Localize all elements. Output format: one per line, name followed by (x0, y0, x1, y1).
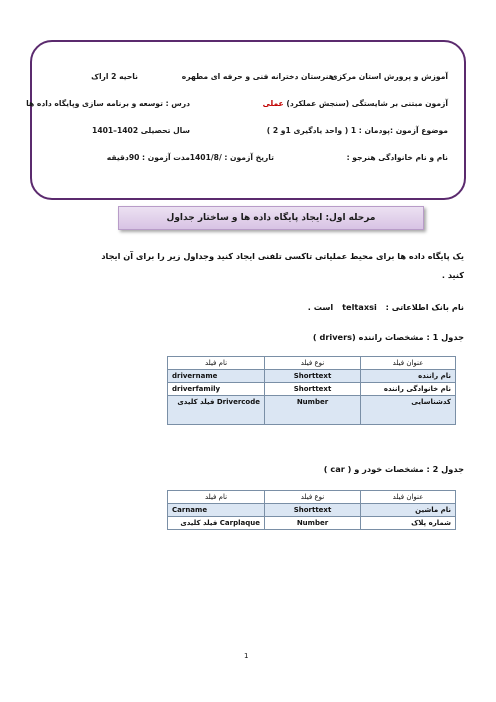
header-exam-type-text: آزمون مبتنی بر شایستگی (سنجش عملکرد) (286, 99, 448, 108)
database-name-value: teltaxsi (342, 302, 377, 312)
table-row (168, 504, 456, 517)
table-row (168, 370, 456, 383)
field-name-cell: Carplaque فیلد کلیدی (168, 517, 265, 530)
car-table (167, 490, 456, 530)
table1-caption: جدول 1 : مشخصات راننده (drivers ) (312, 332, 464, 342)
column-header-field-name: نام فیلد (168, 491, 265, 504)
header-exam-type (263, 99, 448, 108)
table-row (168, 383, 456, 396)
header-topic: موضوع آزمون :پودمان : 1 ( واحد یادگیری 1و 2 ) (266, 126, 448, 135)
field-type-cell: Number (265, 517, 361, 530)
field-title-cell: کدشناسایی (361, 396, 456, 425)
table2-caption: جدول 2 : مشخصات خودر و ( car ) (323, 464, 464, 474)
table-row (168, 517, 456, 530)
table-row (168, 396, 456, 425)
header-student-name: نام و نام خانوادگی هنرجو : (346, 153, 448, 162)
drivers-table (167, 356, 456, 425)
database-name-suffix: است . (307, 302, 334, 312)
field-name-cell: driverfamily (168, 383, 265, 396)
field-title-cell: نام راننده (361, 370, 456, 383)
intro-line-2: کنید . (441, 270, 464, 280)
header-duration: مدت آزمون : 90دقیقه (106, 153, 190, 162)
intro-line-1: یک پایگاه داده ها برای محیط عملیاتی تاکسی تلفنی ایجاد کنید وجداول زیر را برای آن ایجاد (101, 251, 464, 261)
field-title-cell: شماره پلاک (361, 517, 456, 530)
field-type-cell: Number (265, 396, 361, 425)
column-header-field-title: عنوان فیلد (361, 357, 456, 370)
field-type-cell: Shorttext (265, 383, 361, 396)
header-exam-date: تاریخ آزمون : /1401/8 (189, 153, 274, 162)
database-name-line (308, 302, 464, 312)
column-header-field-type: نوع فیلد (265, 357, 361, 370)
header-course: درس : توسعه و برنامه سازی وپایگاه داده ها (26, 99, 190, 108)
section-banner: مرحله اول: ایجاد پایگاه داده ها و ساختار جداول (118, 206, 424, 230)
header-school: هنرستان دخترانه فنی و حرفه ای مطهره (181, 72, 334, 81)
column-header-field-name: نام فیلد (168, 357, 265, 370)
page-number: 1 (244, 652, 249, 660)
field-title-cell: نام ماشین (361, 504, 456, 517)
database-name-label: نام بانک اطلاعاتی : (385, 302, 464, 312)
field-name-cell: Drivercode فیلد کلیدی (168, 396, 265, 425)
drivers-table-header-row (168, 357, 456, 370)
car-table-header-row (168, 491, 456, 504)
field-type-cell: Shorttext (265, 504, 361, 517)
header-org: آموزش و پرورش استان مرکزی (330, 72, 448, 81)
column-header-field-title: عنوان فیلد (361, 491, 456, 504)
field-name-cell: Carname (168, 504, 265, 517)
column-header-field-type: نوع فیلد (265, 491, 361, 504)
exam-header-box (30, 40, 466, 200)
field-type-cell: Shorttext (265, 370, 361, 383)
header-exam-highlight: عملی (262, 99, 284, 108)
field-name-cell: drivername (168, 370, 265, 383)
header-year: سال تحصیلی 1402–1401 (92, 126, 190, 135)
header-region: ناحیه 2 اراک (91, 72, 138, 81)
field-title-cell: نام خانوادگی راننده (361, 383, 456, 396)
